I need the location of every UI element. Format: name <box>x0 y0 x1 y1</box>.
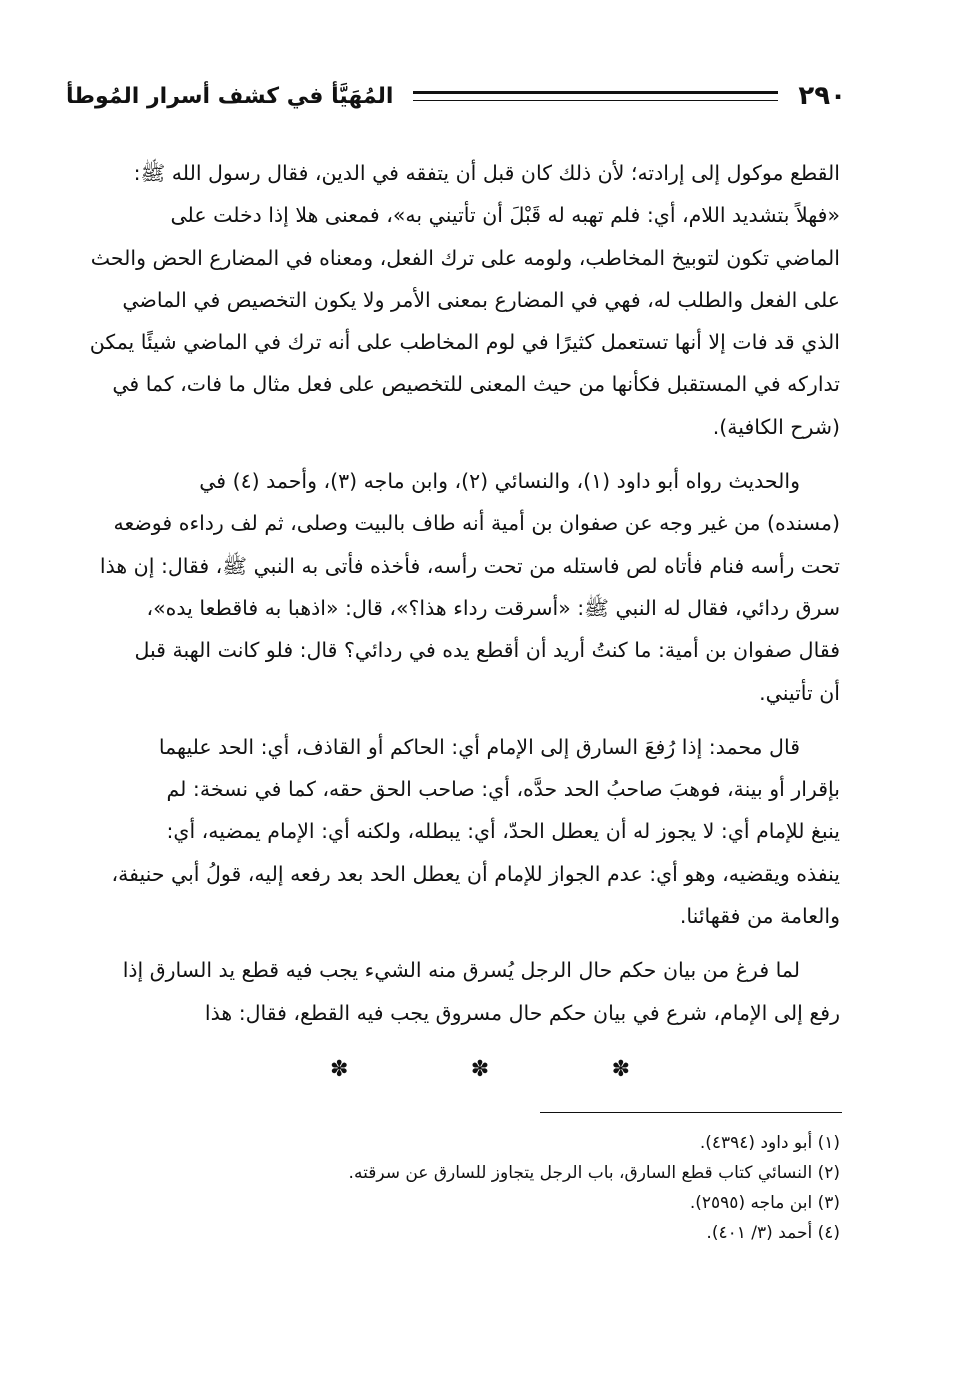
footnote-rule <box>540 1112 842 1113</box>
text-line: والعامة من فقهائنا. <box>679 904 840 929</box>
star-icon: ✽ <box>330 1056 349 1082</box>
text-line: ينبغ للإمام أي: لا يجوز له أن يعطل الحدّ، أي: يبطله، ولكنه أي: الإمام يمضيه، أي: <box>166 819 840 844</box>
footnote: (١) أبو داود (٤٣٩٤). <box>699 1133 840 1153</box>
text-line: أن تأتيني. <box>759 680 840 705</box>
text-line: سرق ردائي، فقال له النبي ﷺ: «أسرقت رداء هذا؟»، قال: «اذهبا به فاقطعا يده»، <box>146 595 840 620</box>
section-separator <box>330 1054 630 1084</box>
text-line: الذي قد فات إلا أنها تستعمل كثيرًا في لوم المخاطب على أنه ترك في الماضي شيئًا يمكن <box>89 330 840 355</box>
text-line: لما فرغ من بيان حكم حال الرجل يُسرق منه الشيء يجب فيه قطع يد السارق إذا <box>122 958 800 983</box>
text-line: تداركه في المستقبل فكأنها من حيث المعنى للتخصيص على فعل مثال ما فات، كما في <box>112 372 840 397</box>
text-line: (مسنده) من غير وجه عن صفوان بن أمية أنه طاف بالبيت وصلى، ثم لف رداءه فوضعه <box>113 511 840 536</box>
text-line: فقال صفوان بن أمية: ما كنتُ أريد أن أقطع يده في ردائي؟ قال: فلو كانت الهبة قبل <box>134 638 840 663</box>
paragraph-2 <box>76 460 840 714</box>
main-text <box>76 152 840 1034</box>
text-line: الماضي تكون لتوبيخ المخاطب، ولومه على ترك الفعل، ومعناه في المضارع الحض والحث <box>90 245 840 270</box>
footnote: (٤) أحمد (٣/ ٤٠١). <box>706 1223 840 1243</box>
running-header <box>66 74 846 118</box>
text-line: رفع إلى الإمام، شرع في بيان حكم حال مسروق يجب فيه القطع، فقال: هذا <box>204 1000 840 1025</box>
footnote: (٢) النسائي كتاب قطع السارق، باب الرجل يتجاوز للسارق عن سرقته. <box>348 1163 840 1183</box>
text-line: ينفذه ويقضيه، وهو أي: عدم الجواز للإمام أن يعطل الحد بعد رفعه إليه، قولُ أبي حنيفة، <box>111 861 840 886</box>
footnote: (٣) ابن ماجه (٢٥٩٥). <box>689 1193 840 1213</box>
text-line: تحت رأسه فنام فأتاه لص فاستله من تحت رأسه، فأخذه فأتى به النبي ﷺ، فقال: إن هذا <box>99 553 840 578</box>
footnotes <box>200 1128 840 1248</box>
paragraph-1 <box>76 152 840 448</box>
text-line: قال محمد: إذا رُفعَ السارق إلى الإمام أي: الحاكم أو القاذف، أي: الحد عليهما <box>158 734 800 759</box>
text-line: والحديث رواه أبو داود (١)، والنسائي (٢)، وابن ماجه (٣)، وأحمد (٤) في <box>199 469 800 494</box>
text-line: «فهلاً بتشديد اللام، أي: فلم تهبه له قَبْلَ أن تأتيني به»، فمعنى هلا إذا دخلت على <box>170 203 840 228</box>
paragraph-4 <box>76 949 840 1034</box>
text-line: القطع موكول إلى إرادته؛ لأن ذلك كان قبل أن يتفقه في الدين، فقال رسول الله ﷺ: <box>133 161 840 185</box>
page-number: ٢٩٠ <box>798 81 846 111</box>
text-line: (شرح الكافية). <box>712 414 840 439</box>
text-line: بإقرار أو بينة، فوهبَ صاحبُ الحد حدَّه، أي: صاحب الحق حقه، كما في نسخة: لم <box>166 777 840 802</box>
text-line: على الفعل والطلب له، فهي في المضارع بمعنى الأمر ولا يكون التخصيص في الماضي <box>122 287 840 312</box>
star-icon: ✽ <box>611 1056 630 1082</box>
header-rule <box>413 91 778 101</box>
book-title: المُهَيَّأ في كشف أسرار المُوطأ <box>66 83 394 109</box>
paragraph-3 <box>76 726 840 937</box>
star-icon: ✽ <box>470 1056 490 1082</box>
